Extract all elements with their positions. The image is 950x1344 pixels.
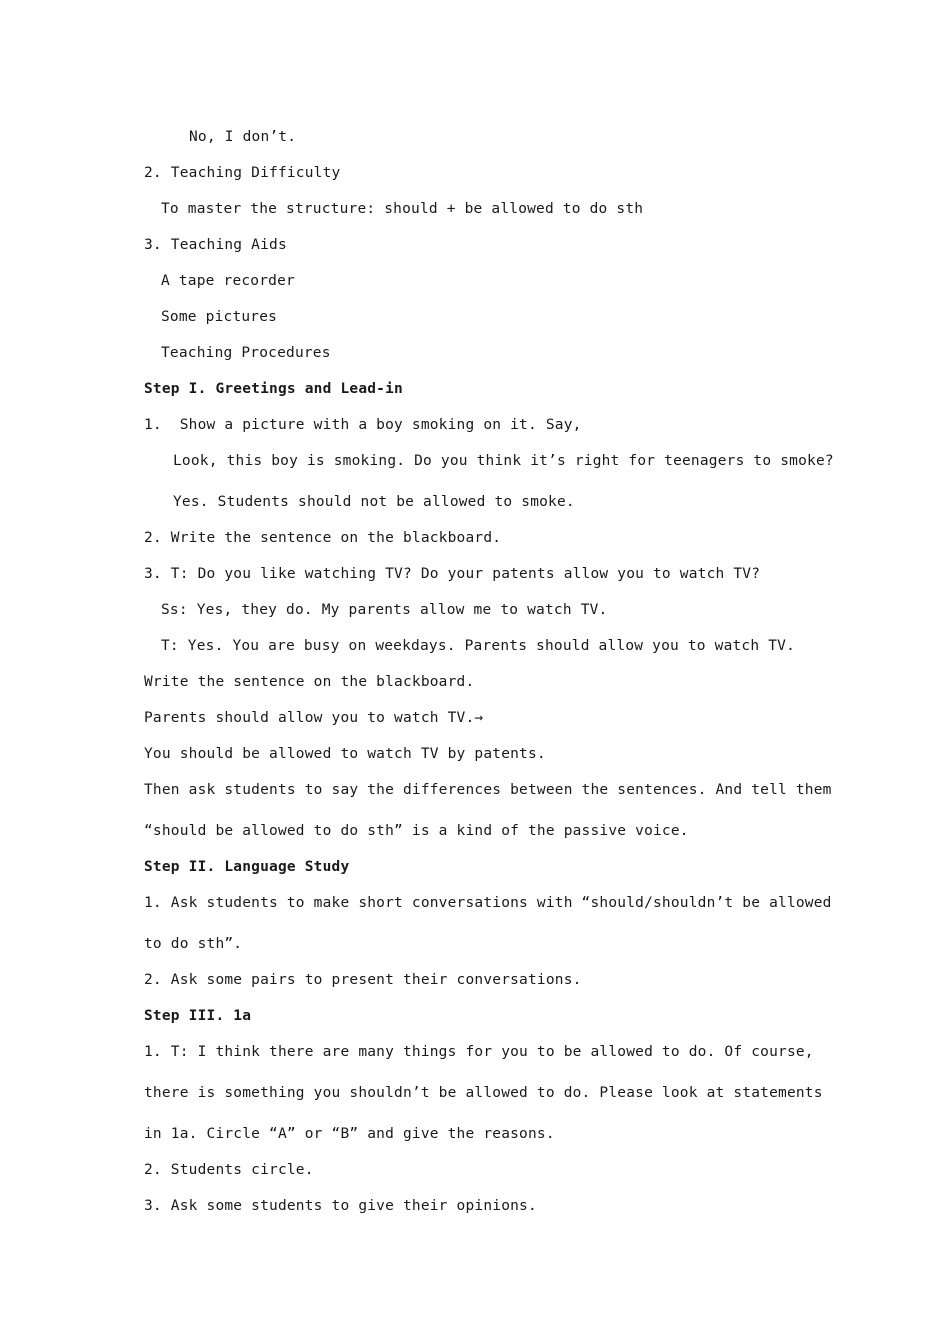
- text-line: Ss: Yes, they do. My parents allow me to watch TV.: [161, 602, 608, 618]
- text-line: Write the sentence on the blackboard.: [144, 674, 475, 690]
- section-heading: 2. Teaching Difficulty: [144, 165, 341, 181]
- text-line: 2. Ask some pairs to present their conversations.: [144, 972, 582, 988]
- list-item: Some pictures: [161, 309, 278, 325]
- text-line: Look, this boy is smoking. Do you think it’s right for teenagers to smoke?: [173, 453, 834, 469]
- text-line: T: Yes. You are busy on weekdays. Parents should allow you to watch TV.: [161, 638, 796, 654]
- text-line: 2. Write the sentence on the blackboard.: [144, 530, 502, 546]
- step-heading: Step II. Language Study: [144, 859, 350, 875]
- text-line: 1. Ask students to make short conversations with “should/shouldn’t be allowed: [144, 895, 832, 911]
- step-heading: Step I. Greetings and Lead-in: [144, 381, 403, 397]
- text-line: 1. Show a picture with a boy smoking on it. Say,: [144, 417, 582, 433]
- text-line: 2. Students circle.: [144, 1162, 314, 1178]
- text-line: 3. T: Do you like watching TV? Do your patents allow you to watch TV?: [144, 566, 761, 582]
- text-line: “should be allowed to do sth” is a kind of the passive voice.: [144, 823, 689, 839]
- text-line: Teaching Procedures: [161, 345, 331, 361]
- text-line: 1. T: I think there are many things for you to be allowed to do. Of course,: [144, 1044, 814, 1060]
- text-line: Yes. Students should not be allowed to smoke.: [173, 494, 575, 510]
- text-line: to do sth”.: [144, 936, 243, 952]
- text-line: there is something you shouldn’t be allowed to do. Please look at statements: [144, 1085, 823, 1101]
- text-line: Then ask students to say the differences between the sentences. And tell them: [144, 782, 832, 798]
- text-line: in 1a. Circle “A” or “B” and give the reasons.: [144, 1126, 555, 1142]
- text-line: 3. Ask some students to give their opinions.: [144, 1198, 537, 1214]
- text-line: Parents should allow you to watch TV.→: [144, 710, 484, 726]
- list-item: A tape recorder: [161, 273, 295, 289]
- section-heading: 3. Teaching Aids: [144, 237, 287, 253]
- step-heading: Step III. 1a: [144, 1008, 252, 1024]
- text-line: To master the structure: should + be allowed to do sth: [161, 201, 644, 217]
- text-line: You should be allowed to watch TV by patents.: [144, 746, 546, 762]
- answer-line: No, I don’t.: [189, 129, 297, 145]
